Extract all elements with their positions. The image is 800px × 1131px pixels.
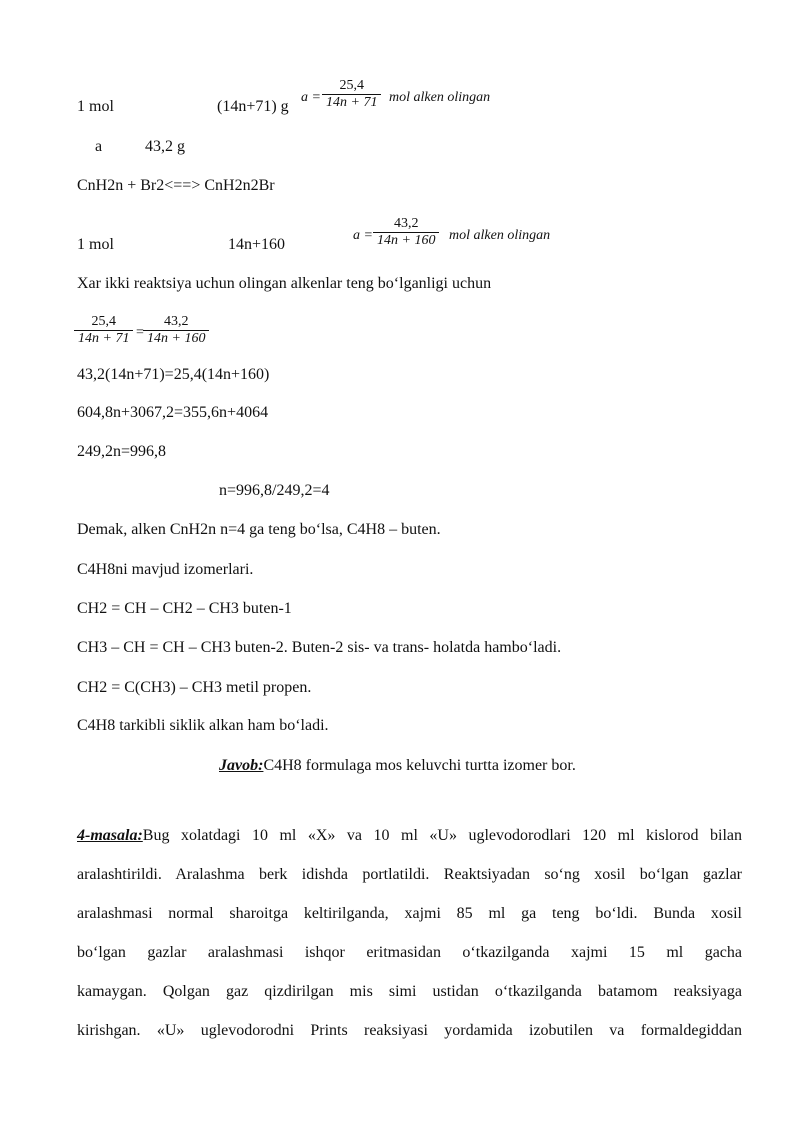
eq1-mol: 1 mol (77, 98, 114, 115)
isomer-line-1: CH2 = CH – CH2 – CH3 buten-1 (77, 600, 292, 617)
eq1-mass: (14n+71) g (217, 98, 289, 115)
ratio-num1: 25,4 (91, 314, 116, 329)
answer-text: C4H8 formulaga mos keluvchi turtta izomer bor. (263, 757, 576, 774)
problem-4-line-5: kamaygan. Qolgan gaz qizdirilgan mis simi ustidan o‘tkazilganda batamom reaksiyaga (77, 983, 742, 1000)
ratio-equals: = (136, 325, 144, 340)
problem-4-line-4: bo‘lgan gazlar aralashmasi ishqor eritmasidan o‘tkazilganda xajmi 15 ml gacha (77, 944, 742, 961)
ratio-num2: 43,2 (163, 314, 189, 329)
eq3-mol: 1 mol (77, 236, 114, 253)
eq3-tail: mol alken olingan (449, 228, 551, 243)
isomer-line-4: C4H8 tarkibli siklik alkan ham bo‘ladi. (77, 717, 329, 734)
bromination-reaction: CnH2n + Br2<==> CnH2n2Br (77, 177, 275, 194)
eq2-a: a (95, 138, 103, 155)
ratio-den2: 14n + 160 (143, 330, 209, 347)
eq1-fraction (322, 78, 381, 111)
eq3-numerator: 43,2 (393, 216, 419, 231)
n-result: n=996,8/249,2=4 (219, 482, 330, 499)
eq2-mass: 43,2 g (145, 138, 185, 155)
eq1-denominator: 14n + 71 (322, 94, 381, 111)
problem-4-line-1 (77, 816, 742, 855)
ratio-left-fraction (74, 314, 133, 347)
equality-statement: Xar ikki reaktsiya uchun olingan alkenlar teng bo‘lganligi uchun (77, 275, 492, 292)
solution-step-3: 249,2n=996,8 (77, 443, 167, 460)
isomers-title: C4H8ni mavjud izomerlari. (77, 561, 254, 578)
ratio-den1: 14n + 71 (74, 330, 133, 347)
ratio-right-fraction (143, 314, 209, 347)
problem-4-label: 4-masala: (77, 827, 143, 844)
answer-label: Javob: (219, 757, 264, 774)
answer-line (219, 756, 576, 776)
isomer-line-2: CH3 – CH = CH – CH3 buten-2. Buten-2 sis- va trans- holatda hambo‘ladi. (77, 639, 562, 656)
conclusion: Demak, alken CnH2n n=4 ga teng bo‘lsa, C4H8 – buten. (77, 521, 441, 538)
isomer-line-3: CH2 = C(CH3) – CH3 metil propen. (77, 679, 312, 696)
eq3-fraction (373, 216, 439, 249)
solution-step-2: 604,8n+3067,2=355,6n+4064 (77, 404, 269, 421)
problem-4-line-6: kirishgan. «U» uglevodorodni Prints reaksiyasi yordamida izobutilen va formaldegiddan (77, 1022, 742, 1039)
problem-4-line-1-text: Bug xolatdagi 10 ml «X» va 10 ml «U» uglevodorodlari 120 ml kislorod bilan (142, 827, 742, 844)
problem-4-line-3: aralashmasi normal sharoitga keltirilganda, xajmi 85 ml ga teng bo‘ldi. Bunda xosil (77, 905, 742, 922)
eq1-a-lhs: a = (301, 90, 321, 105)
eq3-denominator: 14n + 160 (373, 232, 439, 249)
eq1-numerator: 25,4 (339, 78, 364, 93)
problem-4-line-2: aralashtirildi. Aralashma berk idishda portlatildi. Reaktsiyadan so‘ng xosil bo‘lgan gazlar (77, 866, 742, 883)
eq3-mass: 14n+160 (228, 236, 286, 253)
solution-step-1: 43,2(14n+71)=25,4(14n+160) (77, 366, 270, 383)
problem-4-paragraph (77, 816, 742, 1050)
eq3-a-lhs: a = (353, 228, 373, 243)
eq1-tail: mol alken olingan (389, 90, 491, 105)
